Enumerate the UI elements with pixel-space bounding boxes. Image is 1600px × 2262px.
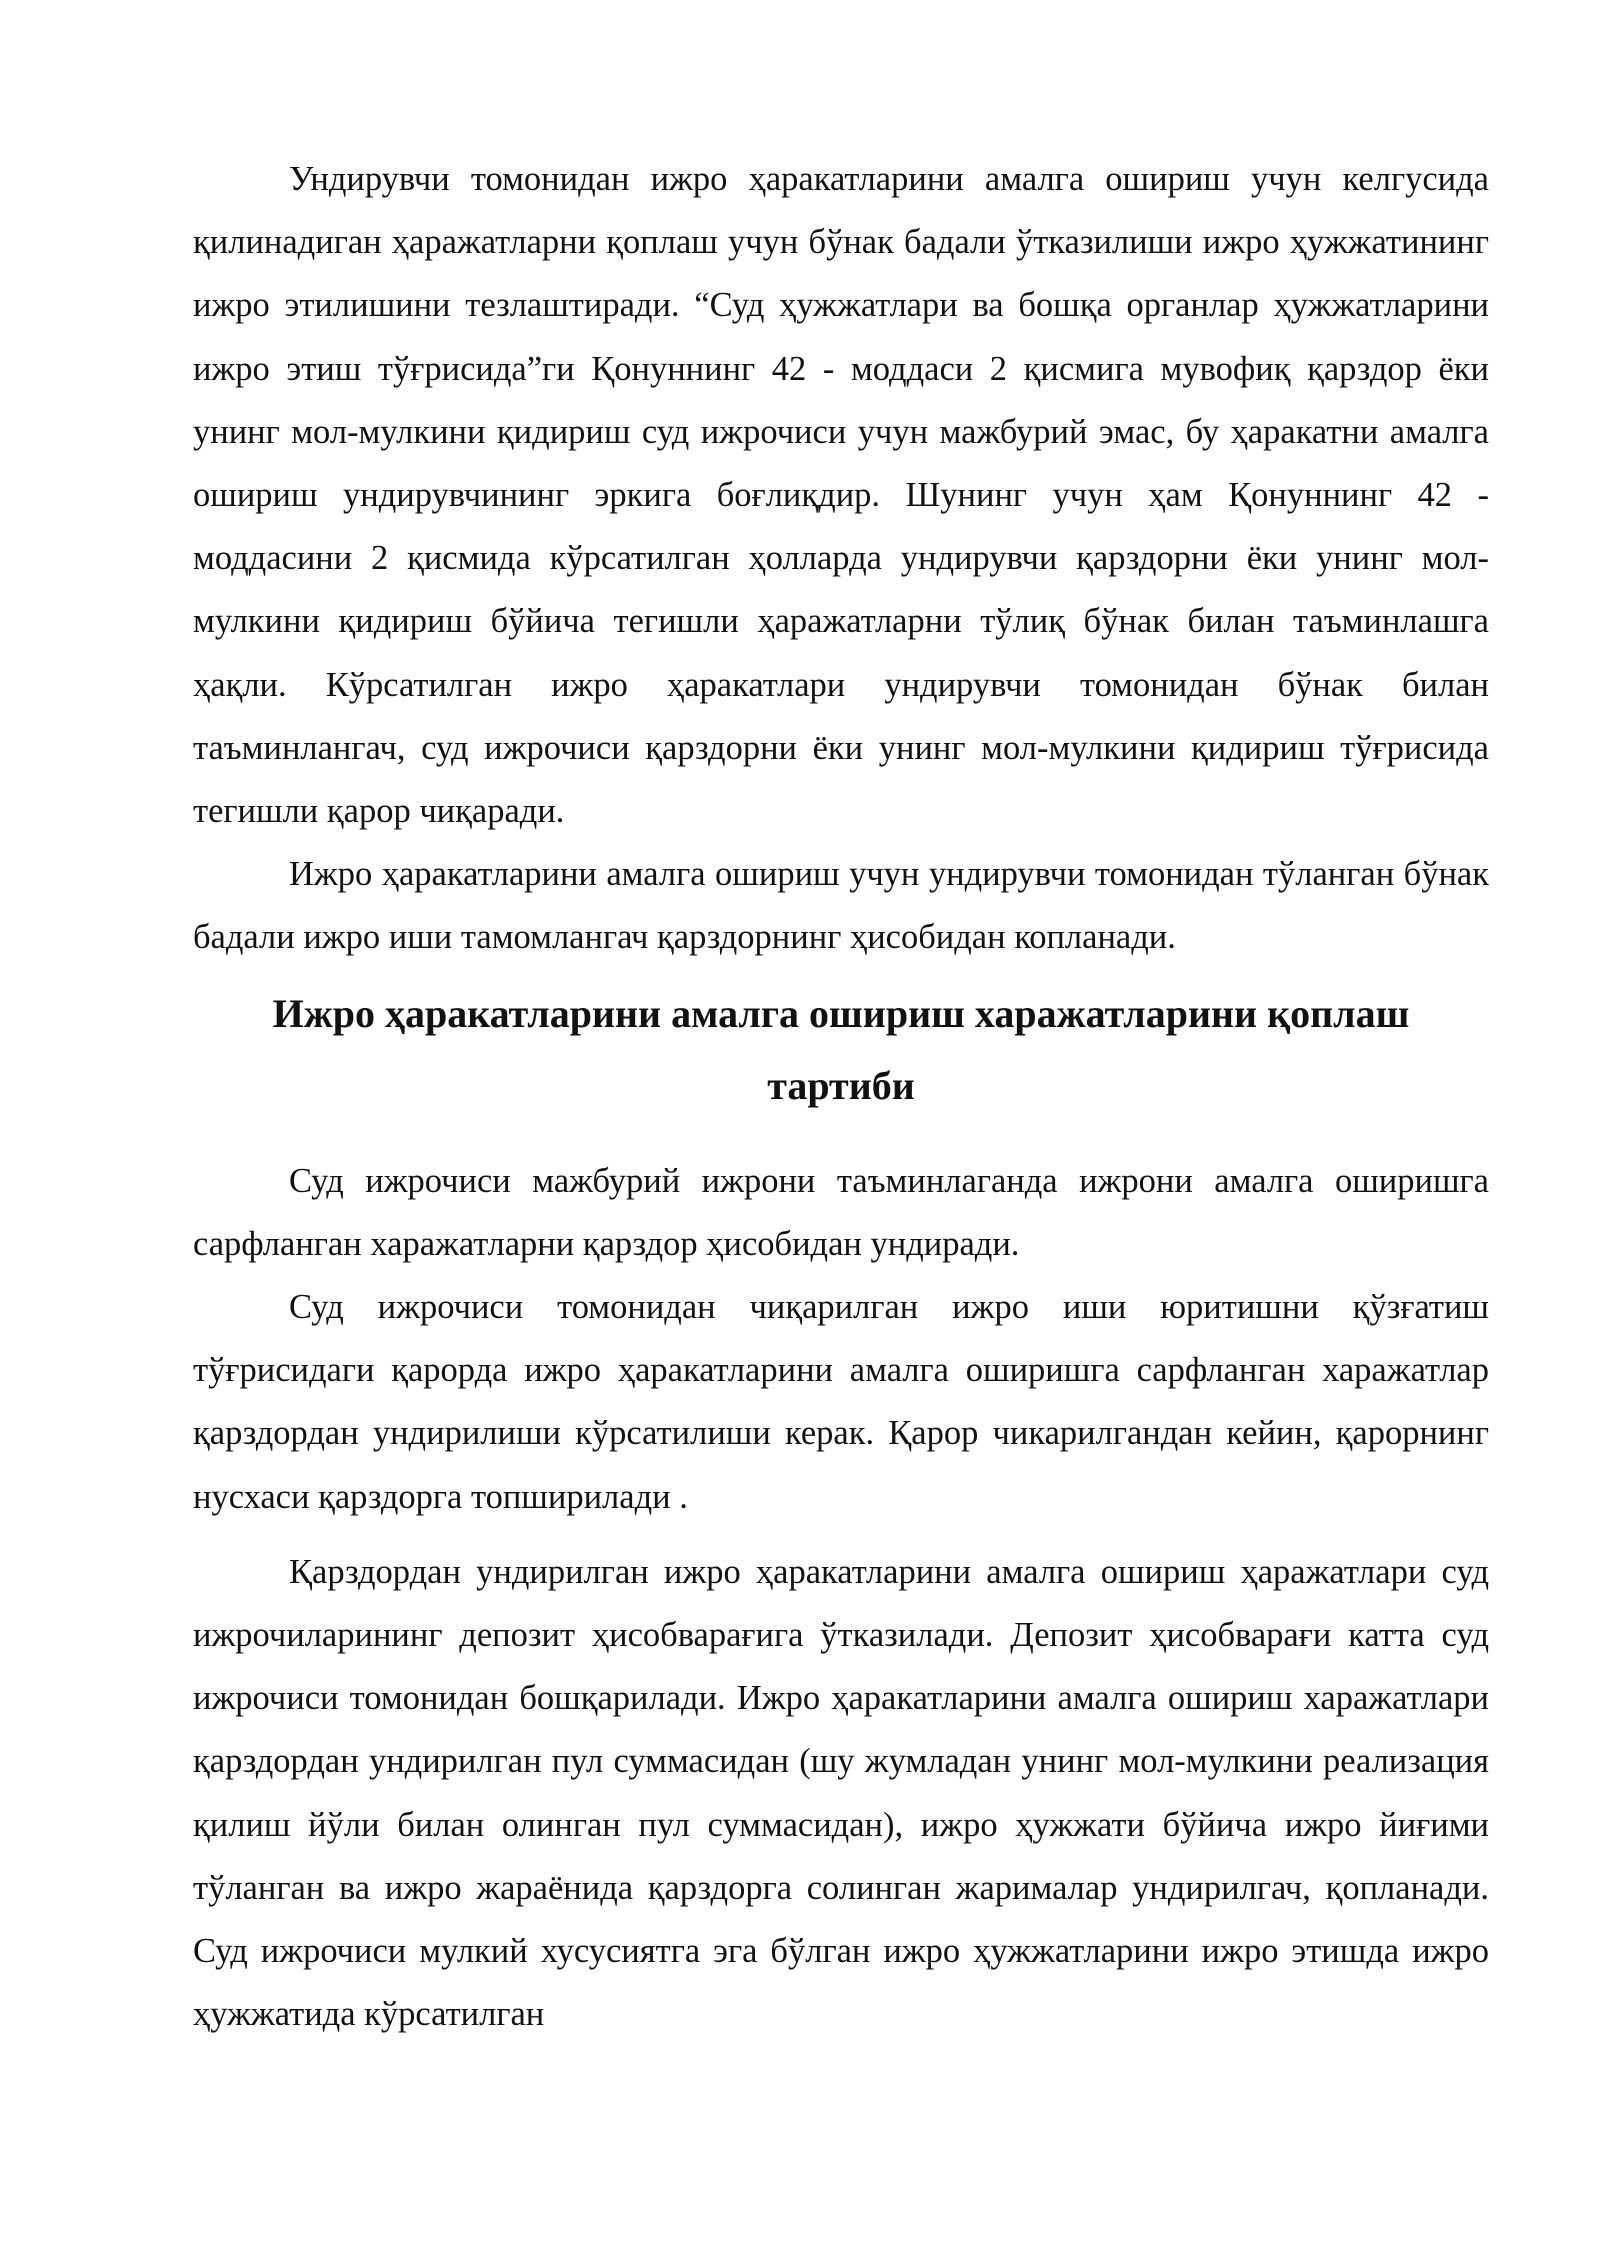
section-heading	[193, 978, 1489, 1122]
section-heading-line-1: Ижро ҳаракатларини амалга ошириш харажатларини қоплаш	[272, 990, 1410, 1036]
paragraph-advance-refund: Ижро ҳаракатларини амалга ошириш учун ундирувчи томонидан тўланган бўнак бадали ижро иши тамомлангач қарздорнинг ҳисобидан копланади.	[193, 855, 1489, 957]
heading-spacer	[193, 1122, 1489, 1150]
paragraph-resolution: Суд ижрочиси томонидан чиқарилган ижро иши юритишни қўзғатиш тўғрисидаги қарорда ижро ҳаракатларини амалга оширишга сарфланган харажатлар қарздордан ундирилиши кўрсатилиши керак. Қарор чикарилгандан кейин, қарорнинг нусхаси қарздорга топширилади .	[193, 1288, 1489, 1516]
paragraph-expense-recovery: Суд ижрочиси мажбурий ижрони таъминлаганда ижрони амалга оширишга сарфланган харажатларни қарздор ҳисобидан ундиради.	[193, 1161, 1489, 1263]
section-heading-line-2: тартиби	[767, 1062, 915, 1108]
paragraph-advance-payment: Ундирувчи томонидан ижро ҳаракатларини амалга ошириш учун келгусида қилинадиган ҳаражатларни қоплаш учун бўнак бадали ўтказилиши ижро ҳужжатининг ижро этилишини тезлаштиради. “Суд ҳужжатлари ва бошқа органлар ҳужжатларини ижро этиш тўғрисида”ги Қонуннинг 42 - моддаси 2 қисмига мувофиқ қарздор ёки унинг мол-мулкини қидириш суд ижрочиси учун мажбурий эмас, бу ҳаракатни амалга ошириш ундирувчининг эркига боғлиқдир. Шунинг учун ҳам Қонуннинг 42 - моддасини 2 қисмида кўрсатилган ҳолларда ундирувчи қарздорни ёки унинг мол-мулкини қидириш бўйича тегишли ҳаражатларни тўлиқ бўнак билан таъминлашга ҳақли. Кўрсатилган ижро ҳаракатлари ундирувчи томонидан бўнак билан таъминлангач, суд ижрочиси қарздорни ёки унинг мол-мулкини қидириш тўғрисида тегишли қарор чиқаради.	[193, 160, 1489, 831]
paragraph-deposit-account: Қарздордан ундирилган ижро ҳаракатларини амалга ошириш ҳаражатлари суд ижрочиларининг депозит ҳисобварағига ўтказилади. Депозит ҳисобварағи катта суд ижрочиси томонидан бошқарилади. Ижро ҳаракатларини амалга ошириш харажатлари қарздордан ундирилган пул суммасидан (шу жумладан унинг мол-мулкини реализация қилиш йўли билан олинган пул суммасидан), ижро ҳужжати бўйича ижро йиғими тўланган ва ижро жараёнида қарздорга солинган жарималар ундирилгач, қопланади. Суд ижрочиси мулкий хусусиятга эга бўлган ижро ҳужжатларини ижро этишда ижро ҳужжатида кўрсатилган	[193, 1552, 1489, 2034]
document-body	[193, 148, 1489, 2046]
